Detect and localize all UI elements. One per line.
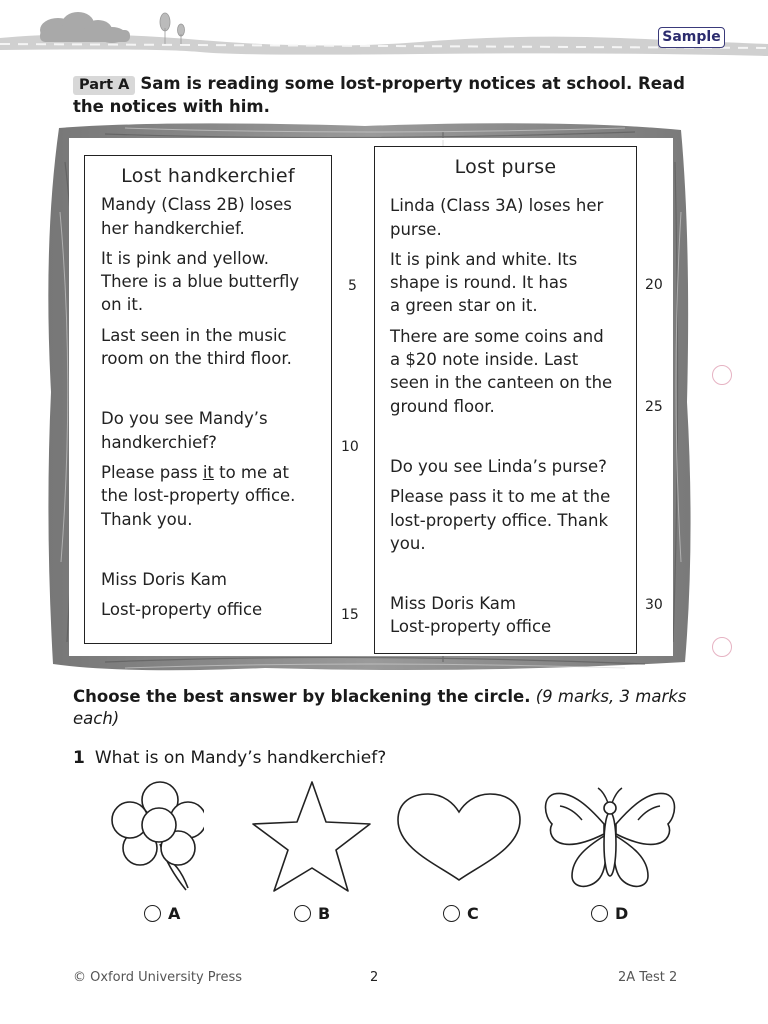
notice-paragraph: There are some coins and a $20 note inside. Last seen in the canteen on the ground floor. xyxy=(390,326,613,416)
intro-text: Sam is reading some lost-property notices at school. Read the notices with him. xyxy=(73,74,685,116)
question-text: What is on Mandy’s handkerchief? xyxy=(94,748,387,768)
notice-title: Lost purse xyxy=(454,156,557,178)
option-label: D xyxy=(615,904,629,923)
instructions-main: Choose the best answer by blackening the circle. xyxy=(73,687,531,706)
notice-title: Lost handkerchief xyxy=(121,165,295,187)
header-road-banner xyxy=(0,0,768,60)
notice-lost-purse xyxy=(374,146,637,654)
footer-test-label: 2A Test 2 xyxy=(618,970,678,985)
answer-circle-d[interactable] xyxy=(591,905,608,922)
question-1 xyxy=(73,748,386,768)
line-number: 15 xyxy=(341,607,359,623)
answer-circle-c[interactable] xyxy=(443,905,460,922)
notice-paragraph: Please pass it to me at the lost-property office. Thank you. xyxy=(101,462,296,529)
instructions-marks: (9 marks, 3 marks each) xyxy=(73,687,687,728)
notice-signature-name: Miss Doris Kam xyxy=(101,569,227,589)
option-label: B xyxy=(318,904,331,923)
option-label: C xyxy=(467,904,479,923)
notice-paragraph: Linda (Class 3A) loses her purse. xyxy=(390,196,604,239)
star-icon xyxy=(250,778,374,894)
notice-paragraph: It is pink and white. Its shape is round. It has a green star on it. xyxy=(390,249,578,316)
heart-icon xyxy=(396,792,522,884)
part-label: Part A xyxy=(73,76,135,95)
notice-paragraph: Last seen in the music room on the third floor. xyxy=(101,325,292,369)
binder-hole-mark xyxy=(712,637,732,657)
notice-lost-handkerchief xyxy=(84,155,332,644)
flower-icon xyxy=(108,778,204,894)
notice-paragraph: It is pink and yellow. There is a blue butterfly on it. xyxy=(101,248,300,315)
line-number: 30 xyxy=(645,597,663,613)
notice-paragraph: Do you see Mandy’s handkerchief? xyxy=(101,409,268,452)
underlined-word: it xyxy=(202,462,214,482)
notice-paragraph: Please pass it to me at the lost-property office. Thank you. xyxy=(390,487,611,553)
butterfly-icon xyxy=(542,784,678,894)
notice-paragraph: Mandy (Class 2B) loses her handkerchief. xyxy=(101,195,292,238)
footer-copyright: © Oxford University Press xyxy=(73,970,243,985)
sample-tag: Sample xyxy=(658,27,725,48)
question-number: 1 xyxy=(73,748,85,768)
line-number: 5 xyxy=(348,278,357,294)
footer-page-number: 2 xyxy=(370,970,379,985)
answer-circle-a[interactable] xyxy=(144,905,161,922)
notice-signature-office: Lost-property office xyxy=(101,600,263,620)
notice-paragraph: Do you see Linda’s purse? xyxy=(390,456,607,476)
line-number: 20 xyxy=(645,277,663,293)
part-a-intro xyxy=(73,72,693,118)
binder-hole-mark xyxy=(712,365,732,385)
answer-circle-b[interactable] xyxy=(294,905,311,922)
option-label: A xyxy=(168,904,181,923)
bush-icon xyxy=(40,12,130,43)
line-number: 10 xyxy=(341,439,359,455)
line-number: 25 xyxy=(645,399,663,415)
answer-instructions xyxy=(73,686,693,730)
notice-signature: Miss Doris Kam Lost-property office xyxy=(390,594,552,637)
